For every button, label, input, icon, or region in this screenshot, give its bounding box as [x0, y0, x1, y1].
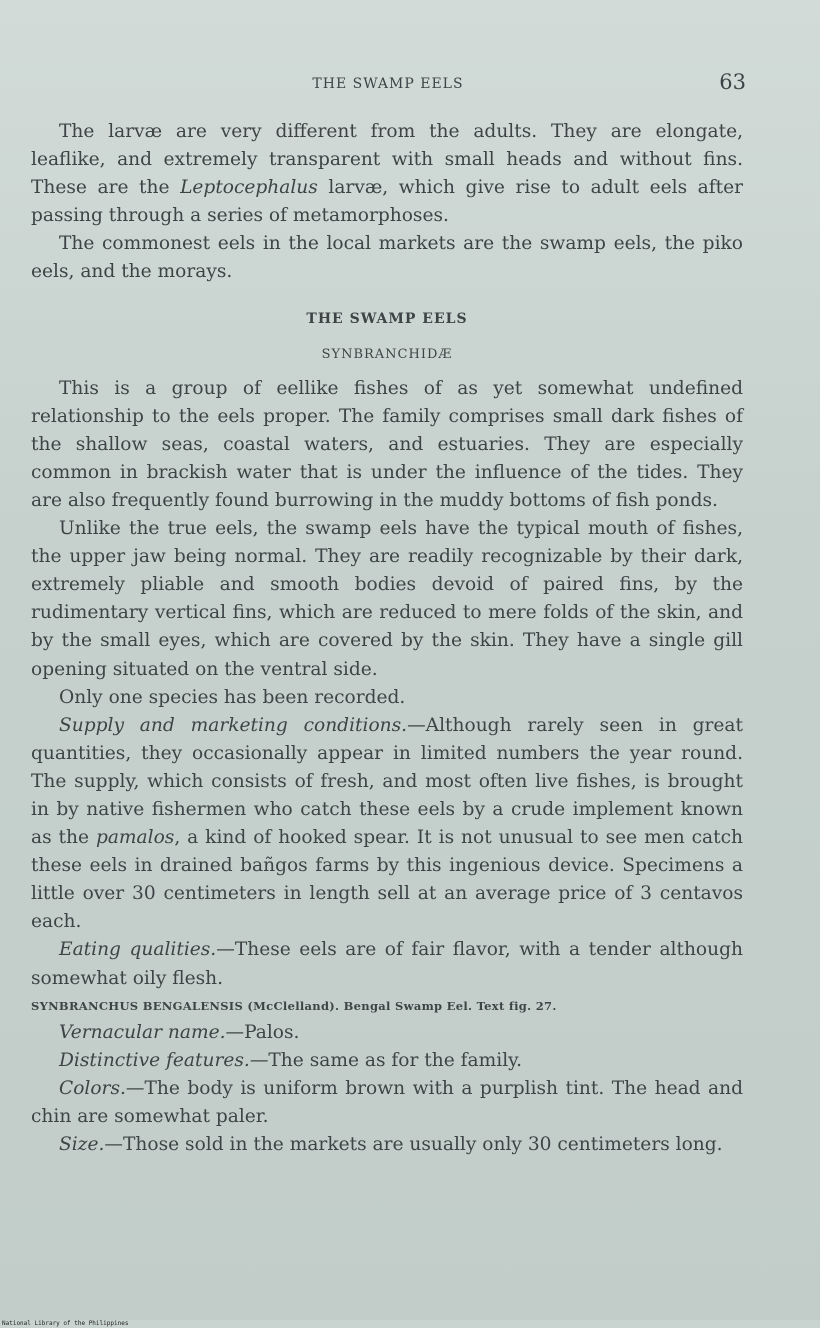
vernacular-label: Vernacular name. [59, 1021, 226, 1043]
eating-text: —These eels are of fair flavor, with a tender although somewhat oily flesh. [31, 939, 743, 989]
section-paragraph-2: Unlike the true eels, the swamp eels have the typical mouth of fishes, the upper jaw being normal. They are readily recognizable by their dark, extremely pliable and smooth bodies devoid of paired fins, by the rudimentary vertical fins, which are reduced to mere folds of the skin, and by the small eyes, which are covered by the skin. They have a single gill opening situated on the ventral side. [31, 518, 743, 680]
colors-label: Colors. [59, 1077, 126, 1099]
intro-p1-italic: Leptocephalus [180, 177, 318, 199]
intro-paragraph-2: The commonest eels in the local markets are the swamp eels, the piko eels, and the morays. [31, 233, 743, 283]
distinctive-label: Distinctive features. [59, 1049, 250, 1071]
page-number: 63 [719, 70, 746, 94]
distinctive-paragraph [31, 1047, 743, 1075]
intro-p1-end: larvæ, which give rise to adult eels after passing through a series of metamorphoses. [31, 177, 744, 227]
species-heading [31, 993, 743, 1019]
eating-paragraph [31, 936, 743, 992]
section-title: THE SWAMP EELS [306, 310, 468, 327]
section-paragraph-1: This is a group of eellike fishes of as yet somewhat undefined relationship to the eels proper. The family comprises small dark fishes of the shallow seas, coastal waters, and estuaries. They are especially common in brackish water that is under the influence of the tides. They are also frequently found burrowing in the muddy bottoms of fish ponds. [31, 377, 743, 511]
size-label: Size. [59, 1133, 105, 1155]
library-credit: National Library of the Philippines [2, 1320, 129, 1327]
page-body [31, 118, 743, 1159]
size-paragraph [31, 1131, 743, 1159]
colors-paragraph [31, 1075, 743, 1131]
family-name: SYNBRANCHIDÆ [321, 346, 453, 362]
colors-text: —The body is uniform brown with a purplish tint. The head and chin are somewhat paler. [31, 1077, 743, 1127]
running-head: THE SWAMP EELS [312, 76, 464, 92]
supply-text-1: —Although rarely seen in great quantities, they occasionally appear in limited numbers the year round. The supply, which consists of fresh, and most often live fishes, is brought in by native fishermen who catch these eels by a crude implement known as the [31, 714, 743, 849]
supply-italic: pamalos [95, 827, 175, 849]
species-description [31, 1019, 743, 1159]
page-header [30, 66, 746, 106]
species-common: Bengal Swamp Eel. Text fig. 27. [339, 998, 557, 1013]
supply-text-2: , a kind of hooked spear. It is not unusual to see men catch these eels in drained bañgos farms by this ingenious device. Specimens a little over 30 centimeters in length sell at an average price of 3 centavos each. [31, 827, 743, 933]
size-text: —Those sold in the markets are usually only 30 centimeters long. [104, 1133, 723, 1155]
section-paragraph-3: Only one species has been recorded. [59, 686, 406, 708]
intro-p1-text: The larvæ are very different from the adults. They are elongate, leaflike, and extremely transparent with small heads and without fins. These are the [31, 121, 743, 199]
intro-paragraph-1 [31, 118, 743, 230]
vernacular-paragraph [31, 1019, 743, 1047]
vernacular-text: —Palos. [225, 1021, 300, 1043]
species-name: SYNBRANCHUS BENGALENSIS (McClelland). [31, 998, 340, 1013]
distinctive-text: —The same as for the family. [249, 1049, 523, 1071]
supply-paragraph [31, 712, 743, 937]
supply-label: Supply and marketing conditions. [59, 714, 408, 736]
eating-label: Eating qualities. [59, 939, 217, 961]
